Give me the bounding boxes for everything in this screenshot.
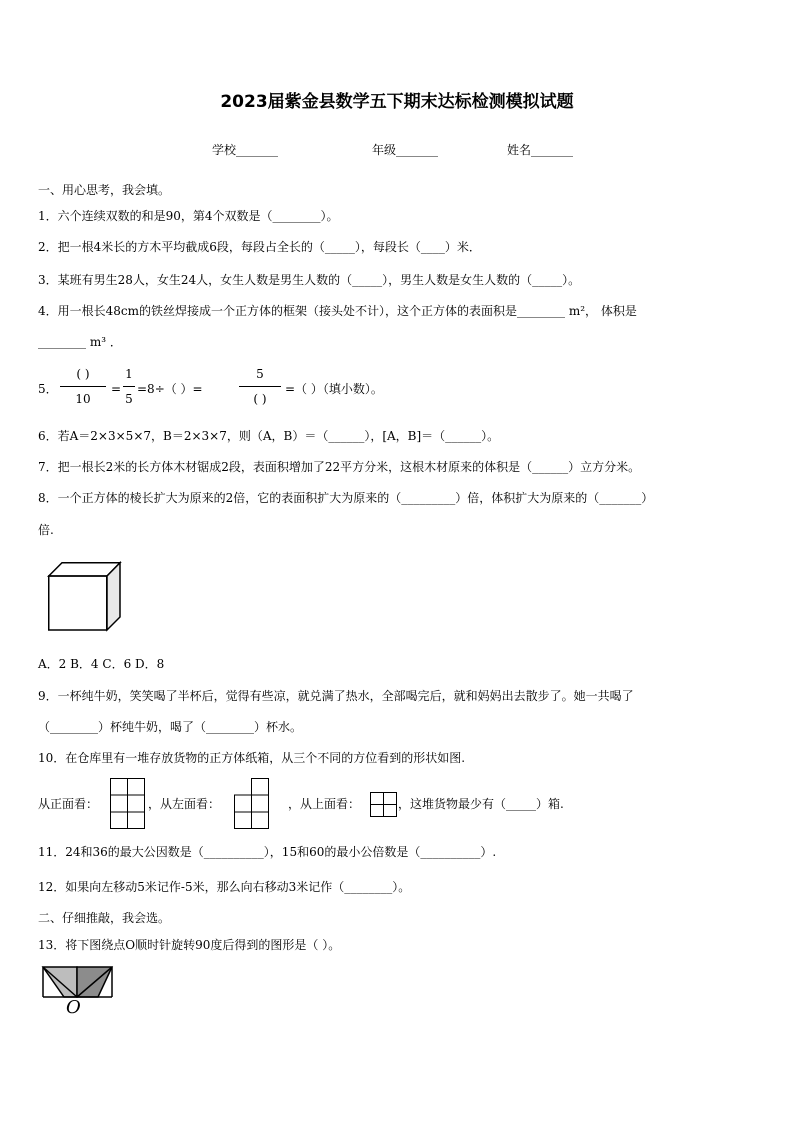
fraction-3-denominator: ( )	[253, 392, 267, 406]
question-5-middle: =8÷（ ）=	[137, 382, 203, 396]
fraction-3-numerator: 5	[256, 367, 264, 381]
question-1: 1．六个连续双数的和是90，第4个双数是（________）。	[38, 209, 339, 223]
question-10-end: ，这堆货物最少有（_____）箱.	[398, 797, 564, 811]
question-3: 3．某班有男生28人，女生24人，女生人数是男生人数的（_____），男生人数是女生人数的（_____）。	[38, 273, 581, 287]
fraction-2-numerator: 1	[125, 367, 133, 381]
name-field[interactable]: 姓名_______	[507, 143, 574, 157]
page-title: 2023届紫金县数学五下期末达标检测模拟试题	[220, 92, 574, 112]
equals-sign: =	[111, 382, 122, 396]
question-11: 11．24和36的最大公因数是（__________），15和60的最小公倍数是（__________）.	[38, 845, 497, 859]
question-5-number: 5．	[38, 382, 58, 396]
section-heading-choice: 二、仔细推敲，我会选。	[38, 911, 171, 925]
cube-figure	[48, 562, 122, 632]
question-4-line-1: 4．用一根长48cm的铁丝焊接成一个正方体的框架（接头处不计），这个正方体的表面积是________ m²， 体积是	[38, 304, 637, 318]
school-field[interactable]: 学校_______	[212, 143, 279, 157]
fraction-2-denominator: 5	[125, 392, 133, 406]
question-9-line-1: 9．一杯纯牛奶，笑笑喝了半杯后，觉得有些凉，就兑满了热水，全部喝完后，就和妈妈出去散步了。她一共喝了	[38, 689, 634, 703]
question-9-line-2: （________）杯纯牛奶，喝了（________）杯水。	[38, 720, 303, 734]
question-7: 7．把一根长2米的长方体木材锯成2段，表面积增加了22平方分米，这根木材原来的体积是（______）立方分米。	[38, 460, 641, 474]
question-8-options: A．2 B．4 C．6 D．8	[38, 657, 165, 671]
left-view-label: ，从左面看：	[148, 797, 221, 811]
fraction-1-denominator: 10	[75, 392, 91, 406]
grade-field[interactable]: 年级_______	[372, 143, 439, 157]
front-view-label: 从正面看：	[38, 797, 99, 811]
question-6: 6．若A＝2×3×5×7，B＝2×3×7，则（A，B）＝（______），[A，B]＝（______）。	[38, 429, 500, 443]
question-8-line-2: 倍.	[38, 523, 54, 537]
question-4-line-2: ________ m³ ．	[38, 335, 122, 349]
question-5-end: =（ ）（填小数）。	[285, 382, 383, 396]
front-view-grid	[110, 778, 146, 830]
top-view-label: ，从上面看：	[288, 797, 361, 811]
question-13: 13．将下图绕点O顺时针旋转90度后得到的图形是（ ）。	[38, 938, 341, 952]
top-view-grid	[370, 792, 398, 818]
question-12: 12．如果向左移动5米记作-5米，那么向右移动3米记作（________）。	[38, 880, 411, 894]
left-view-grid	[234, 778, 270, 830]
point-o-label: O	[66, 997, 81, 1018]
fraction-bar	[239, 386, 281, 387]
fraction-bar	[60, 386, 106, 387]
question-8-line-1: 8．一个正方体的棱长扩大为原来的2倍，它的表面积扩大为原来的（_________）倍，体积扩大为原来的（_______）	[38, 491, 654, 505]
fraction-bar	[123, 386, 135, 387]
section-heading-fill: 一、用心思考，我会填。	[38, 183, 171, 197]
rotation-figure	[42, 966, 114, 1000]
question-2: 2．把一根4米长的方木平均截成6段，每段占全长的（_____），每段长（____）米．	[38, 240, 481, 254]
question-10-line-1: 10．在仓库里有一堆存放货物的正方体纸箱，从三个不同的方位看到的形状如图.	[38, 751, 466, 765]
fraction-1-numerator: ( )	[76, 367, 90, 381]
